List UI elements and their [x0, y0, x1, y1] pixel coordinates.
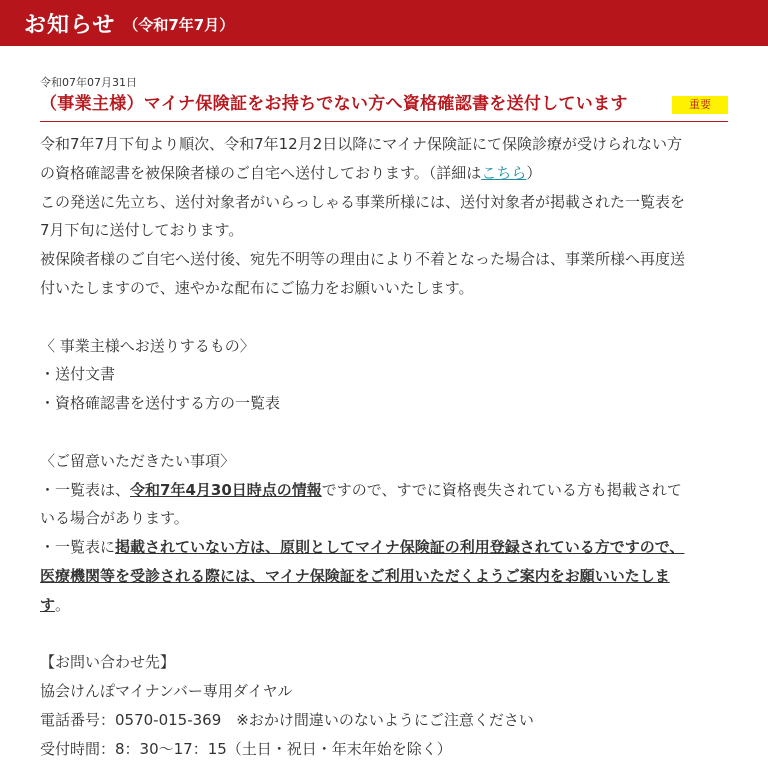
article-heading [40, 92, 728, 122]
article-title: （事業主様）マイナ保険証をお持ちでない方へ資格確認書を送付しています [40, 94, 628, 114]
contact-hours: 受付時間：8：30～17：15（土日・祝日・年末年始を除く） [40, 739, 452, 758]
notice-header-bar [0, 0, 768, 46]
important-badge: 重要 [672, 96, 728, 114]
contact-heading: 【お問い合わせ先】 [40, 653, 176, 672]
notes-heading: 〈ご留意いただきたい事項〉 [40, 451, 236, 470]
note-line: ・一覧表に掲載されていない方は、原則としてマイナ保険証の利用登録されている方ですので、 [40, 538, 685, 557]
article-date: 令和07年07月31日 [40, 76, 137, 89]
intro-line: 7月下旬に送付しております。 [40, 221, 244, 240]
items-heading: 〈 事業主様へお送りするもの〉 [40, 336, 255, 355]
list-item: ・資格確認書を送付する方の一覧表 [40, 394, 281, 413]
header-period: （令和7年7月） [123, 16, 235, 34]
details-link[interactable]: こちら [481, 163, 527, 182]
note-line: ・一覧表は、令和7年4月30日時点の情報ですので、すでに資格喪失されている方も掲載されて [40, 480, 682, 499]
contact-name: 協会けんぽマイナンバー専用ダイヤル [40, 682, 293, 701]
note-line: いる場合があります。 [40, 509, 189, 528]
contact-phone: 電話番号：0570-015-369 ※おかけ間違いのないようにご注意ください [40, 710, 534, 729]
note-line: す。 [40, 595, 71, 614]
intro-line: 被保険者様のご自宅へ送付後、宛先不明等の理由により不着となった場合は、事業所様へ再度送 [40, 250, 686, 269]
intro-line: の資格確認書を被保険者様のご自宅へ送付しております。（詳細はこちら） [40, 163, 542, 182]
note-emphasis: 掲載されていない方は、原則としてマイナ保険証の利用登録されている方ですので、 [115, 538, 685, 557]
intro-line: 令和7年7月下旬より順次、令和7年12月2日以降にマイナ保険証にて保険診療が受けられない方 [40, 135, 682, 153]
spacer [40, 418, 728, 447]
article-body [40, 130, 728, 764]
note-emphasis: 令和7年4月30日時点の情報 [130, 480, 322, 499]
note-emphasis: す [40, 595, 56, 614]
note-emphasis: 医療機関等を受診される際には、マイナ保険証をご利用いただくようご案内をお願いいたしま [40, 566, 670, 585]
spacer [40, 620, 728, 649]
notice-article [40, 74, 728, 764]
intro-line: この発送に先立ち、送付対象者がいらっしゃる事業所様には、送付対象者が掲載された一覧表を [40, 192, 686, 211]
intro-line: 付いたしますので、速やかな配布にご協力をお願いいたします。 [40, 278, 474, 297]
list-item: ・送付文書 [40, 365, 116, 384]
spacer [40, 303, 728, 332]
header-title: お知らせ [24, 12, 116, 38]
note-line [40, 562, 728, 591]
